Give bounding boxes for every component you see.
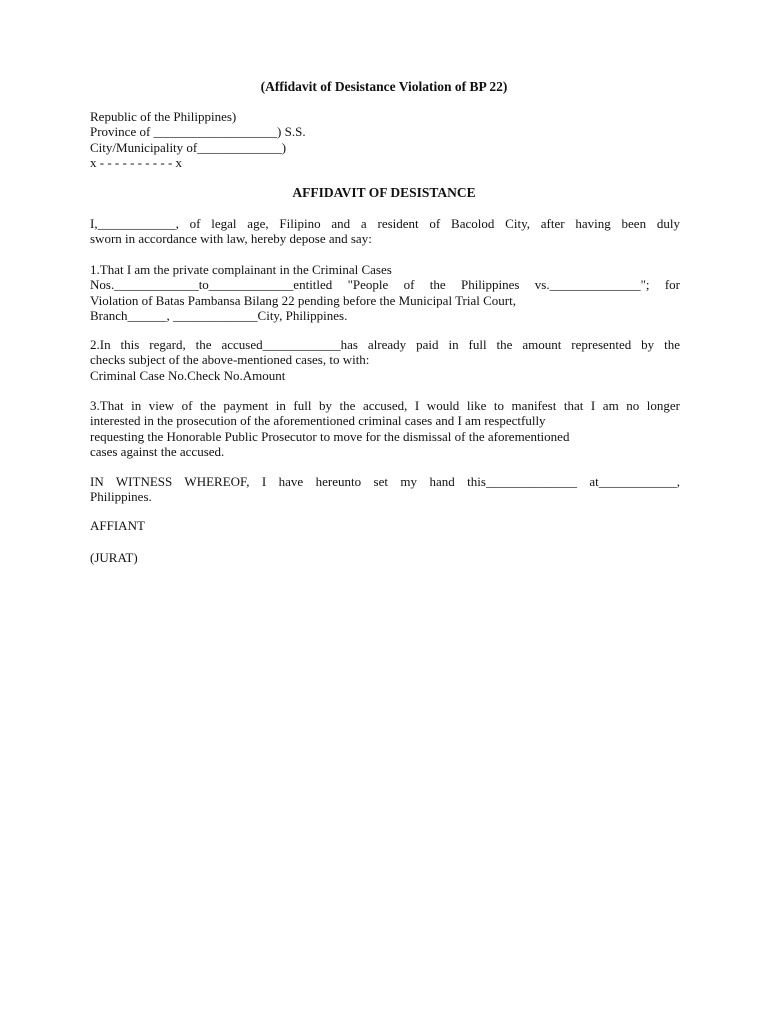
intro-line: sworn in accordance with law, hereby depose and say:: [90, 231, 372, 247]
paragraph-3-line: requesting the Honorable Public Prosecutor to move for the dismissal of the aforementioned: [90, 428, 570, 444]
paragraph-2-line: 2.In this regard, the accused____________has already paid in full the amount represented by the: [90, 337, 680, 352]
intro-paragraph: [90, 216, 680, 247]
witness-line: Philippines.: [90, 489, 152, 505]
paragraph-2-line: Criminal Case No.Check No.Amount: [90, 367, 286, 383]
affidavit-heading: AFFIDAVIT OF DESISTANCE: [292, 185, 476, 200]
witness-line: IN WITNESS WHEREOF, I have hereunto set my hand this______________ at____________,: [90, 474, 680, 489]
witness-paragraph: [90, 474, 680, 505]
intro-line: I,____________, of legal age, Filipino and a resident of Bacolod City, after having been duly: [90, 216, 680, 231]
paragraph-1-line: Violation of Batas Pambansa Bilang 22 pending before the Municipal Trial Court,: [90, 292, 516, 308]
venue-line-province: Province of ___________________) S.S.: [90, 124, 306, 140]
venue-line-city: City/Municipality of_____________): [90, 139, 287, 155]
venue-line-separator: x - - - - - - - - - - x: [90, 154, 183, 170]
paragraph-3-line: cases against the accused.: [90, 443, 225, 459]
venue-line-republic: Republic of the Philippines): [90, 109, 237, 124]
paragraph-2: [90, 337, 680, 383]
paragraph-1-line: Branch______, _____________City, Philippines.: [90, 307, 348, 323]
venue-block: [90, 109, 306, 170]
paragraph-1-line: 1.That I am the private complainant in the Criminal Cases: [90, 262, 392, 277]
paragraph-1: [90, 262, 680, 323]
paragraph-2-line: checks subject of the above-mentioned cases, to with:: [90, 352, 370, 368]
paragraph-3-line: interested in the prosecution of the aforementioned criminal cases and I am respectfully: [90, 413, 546, 429]
paragraph-3: [90, 398, 680, 459]
document-title: (Affidavit of Desistance Violation of BP 22): [260, 79, 508, 94]
paragraph-3-line: 3.That in view of the payment in full by the accused, I would like to manifest that I am no longer: [90, 398, 680, 413]
affiant-label: AFFIANT: [90, 518, 145, 533]
jurat-label: (JURAT): [90, 550, 138, 565]
paragraph-1-line: Nos._____________to_____________entitled "People of the Philippines vs.______________"; for: [90, 277, 680, 293]
